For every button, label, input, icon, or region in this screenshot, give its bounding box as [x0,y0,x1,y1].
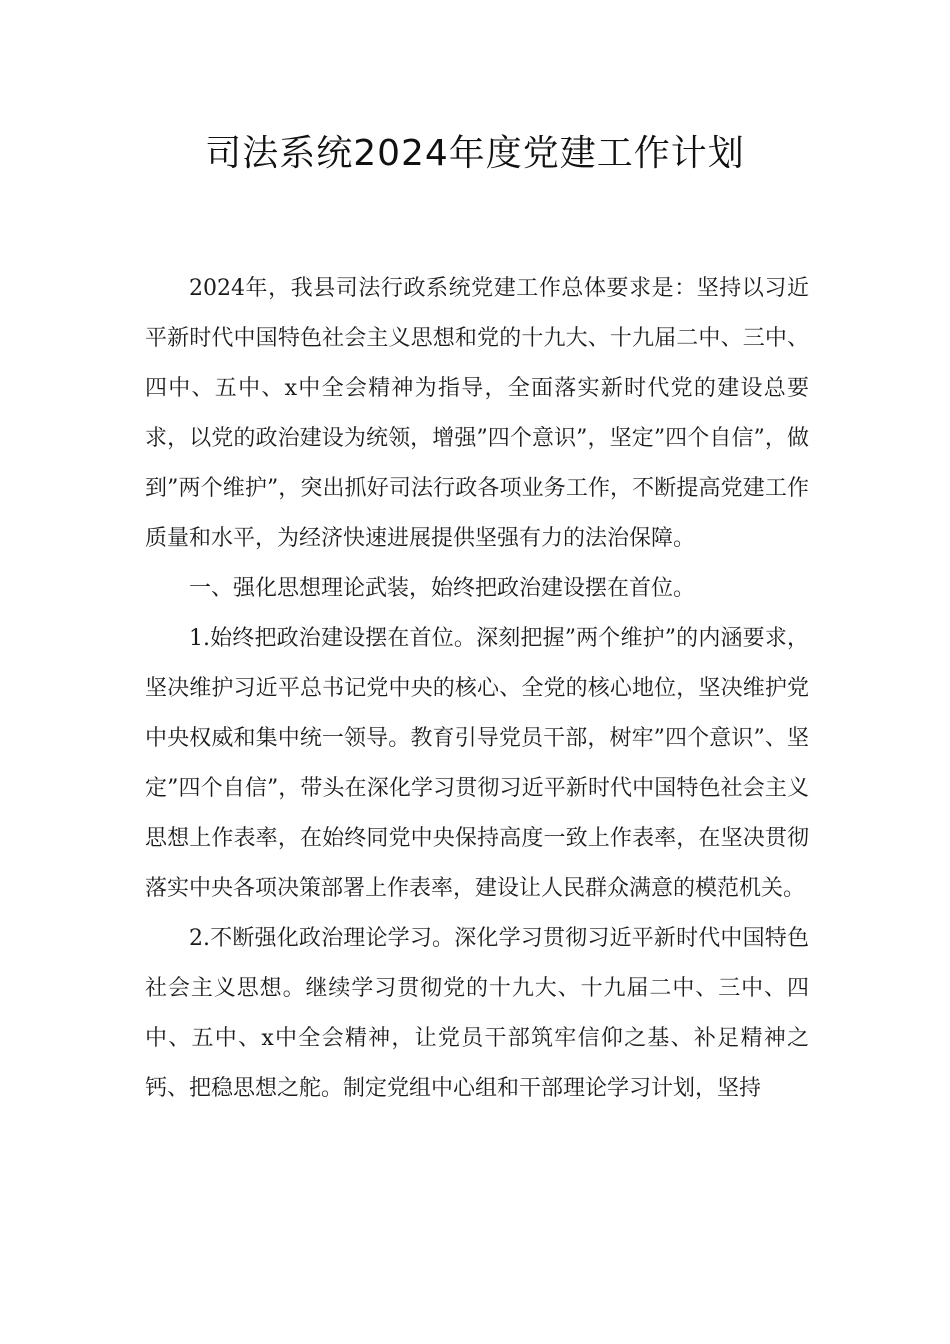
document-body [145,264,809,1114]
paragraph-item-2: 2.不断强化政治理论学习。深化学习贯彻习近平新时代中国特色社会主义思想。继续学习贯彻党的十九大、十九届二中、三中、四中、五中、x中全会精神，让党员干部筑牢信仰之基、补足精神之钙、把稳思想之舵。制定党组中心组和干部理论学习计划，坚持 [145,926,809,1101]
paragraph-item-1: 1.始终把政治建设摆在首位。深刻把握”两个维护”的内涵要求，坚决维护习近平总书记党中央的核心、全党的核心地位，坚决维护党中央权威和集中统一领导。教育引导党员干部，树牢”四个意识”、坚定”四个自信”，带头在深化学习贯彻习近平新时代中国特色社会主义思想上作表率，在始终同党中央保持高度一致上作表率，在坚决贯彻落实中央各项决策部署上作表率，建设让人民群众满意的模范机关。 [145,626,809,901]
intro-paragraph: 2024年，我县司法行政系统党建工作总体要求是：坚持以习近平新时代中国特色社会主义思想和党的十九大、十九届二中、三中、四中、五中、x中全会精神为指导，全面落实新时代党的建设总要求，以党的政治建设为统领，增强”四个意识”，坚定”四个自信”，做到”两个维护”，突出抓好司法行政各项业务工作，不断提高党建工作质量和水平，为经济快速进展提供坚强有力的法治保障。 [145,276,809,551]
document-title: 司法系统2024年度党建工作计划 [205,133,745,174]
section-heading-1: 一、强化思想理论武装，始终把政治建设摆在首位。 [189,576,696,601]
